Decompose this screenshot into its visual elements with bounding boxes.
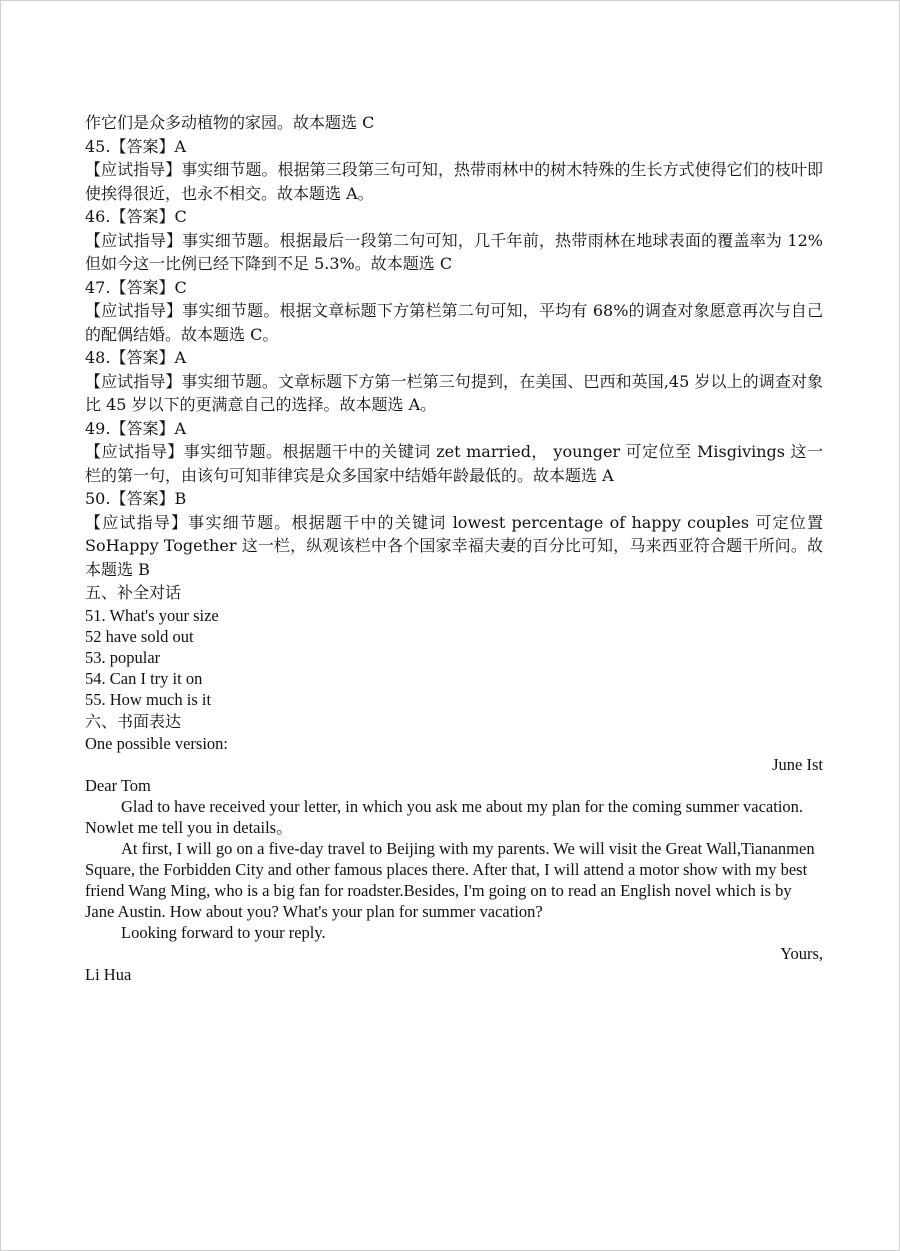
letter-salutation: Dear Tom xyxy=(85,776,151,795)
q49-guide: 【应试指导】事实细节题。根据题干中的关键词 zet married， younger 可定位至 Misgivings 这一栏的第一句，由该句可知菲律宾是众多国家中结婚年龄最低的。故本题选 A xyxy=(85,442,823,485)
letter-paragraph-3: Looking forward to your reply. xyxy=(121,923,326,942)
q48-guide: 【应试指导】事实细节题。文章标题下方第一栏第三句提到，在美国、巴西和英国,45 岁以上的调查对象比 45 岁以下的更满意自己的选择。故本题选 A。 xyxy=(85,371,823,414)
answer-continuation: 作它们是众多动植物的家园。故本题选 C xyxy=(85,113,375,132)
q46-guide: 【应试指导】事实细节题。根据最后一段第二句可知，几千年前，热带雨林在地球表面的覆盖率为 12%但如今这一比例已经下降到不足 5.3%。故本题选 C xyxy=(85,230,823,273)
q45-guide: 【应试指导】事实细节题。根据第三段第三句可知，热带雨林中的树木特殊的生长方式使得它们的枝叶即使挨得很近，也永不相交。故本题选 A。 xyxy=(85,160,823,203)
q49-answer: 49.【答案】A xyxy=(85,418,187,438)
list-item: 51. What's your size xyxy=(85,605,219,625)
letter-intro: One possible version: xyxy=(85,734,228,753)
letter-signature: Li Hua xyxy=(85,965,132,984)
section6-heading: 六、书面表达 xyxy=(85,711,182,731)
section5-list xyxy=(85,605,823,710)
list-item: 54. Can I try it on xyxy=(85,668,203,688)
q50-guide: 【应试指导】事实细节题。根据题干中的关键词 lowest percentage of happy couples 可定位置 SoHappy Together 这一栏，纵观该栏中各个国家幸福夫妻的百分比可知，马来西亚符合题干所问。故本题选 B xyxy=(85,512,823,579)
q48-answer: 48.【答案】A xyxy=(85,348,187,367)
q45-answer: 45.【答案】A xyxy=(85,136,187,156)
q47-guide: 【应试指导】事实细节题。根据文章标题下方第栏第二句可知，平均有 68%的调查对象愿意再次与自己的配偶结婚。故本题选 C。 xyxy=(85,301,823,344)
document-body xyxy=(85,111,823,985)
list-item: 53. popular xyxy=(85,647,161,667)
letter-paragraph-1: Glad to have received your letter, in which you ask me about my plan for the coming summer vacation. Nowlet me tell you in details。 xyxy=(85,797,804,837)
q47-answer: 47.【答案】C xyxy=(85,277,187,297)
section5-heading: 五、补全对话 xyxy=(85,583,182,602)
q46-answer: 46.【答案】C xyxy=(85,207,187,226)
letter-date: June Ist xyxy=(772,755,823,774)
letter-closing: Yours, xyxy=(780,944,823,963)
q50-answer: 50.【答案】B xyxy=(85,489,187,508)
letter-paragraph-2: At first, I will go on a five-day travel to Beijing with my parents. We will visit the Great Wall,Tiananmen Square, the Forbidden City and other famous places there. After that, I will attend a motor show with my best friend Wang Ming, who is a big fan for roadster.Besides, I'm going on to read an English novel which is by Jane Austin. How about you? What's your plan for summer vacation? xyxy=(85,839,815,921)
letter xyxy=(85,733,823,985)
list-item: 55. How much is it xyxy=(85,689,212,709)
list-item: 52 have sold out xyxy=(85,626,194,646)
